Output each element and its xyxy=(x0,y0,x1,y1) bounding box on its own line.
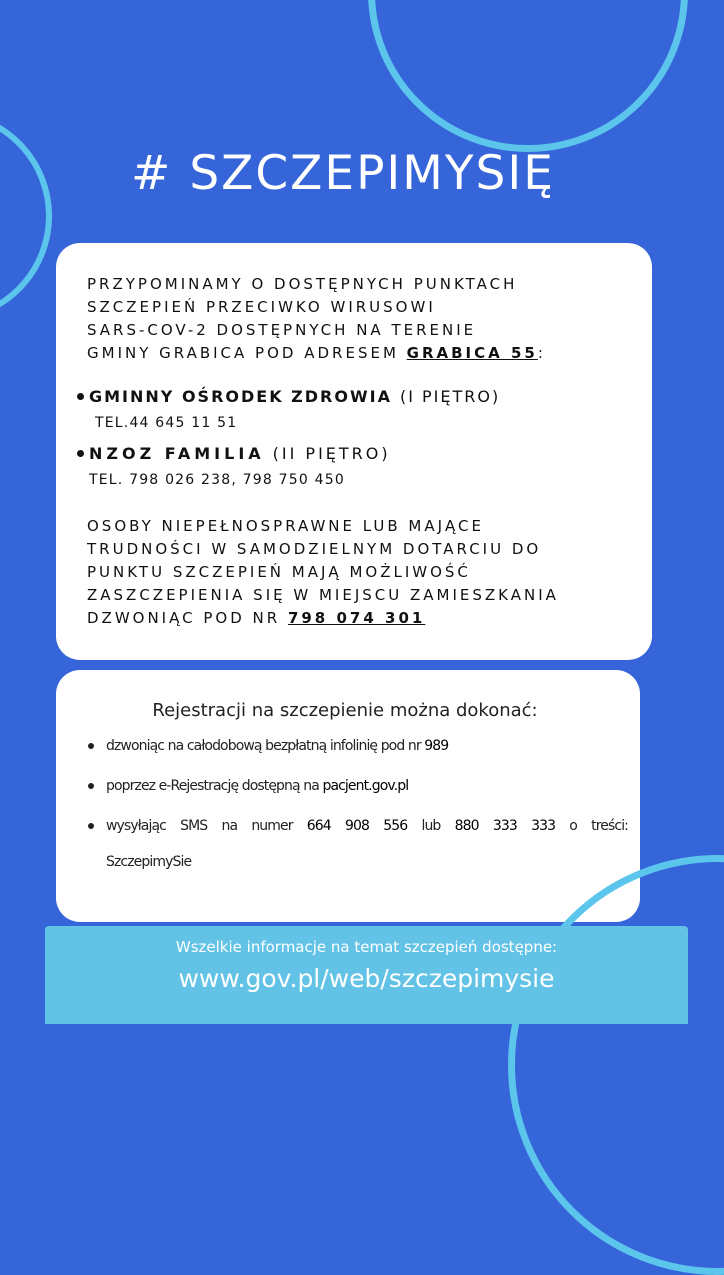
clinic-floor: (I PIĘTRO) xyxy=(399,387,501,406)
intro-text: GMINY GRABICA POD ADRESEM xyxy=(87,344,407,362)
infoline-number: 989 xyxy=(424,738,449,754)
intro-line: PRZYPOMINAMY O DOSTĘPNYCH PUNKTACH xyxy=(87,275,518,293)
item-text: o treści: xyxy=(555,818,629,834)
disabled-line-phone xyxy=(87,607,628,630)
footer-info-text: Wszelkie informacje na temat szczepień dostępne: xyxy=(175,938,558,956)
disabled-text: DZWONIĄC POD NR xyxy=(87,609,288,627)
sms-line xyxy=(106,815,628,837)
intro-line: SZCZEPIEŃ PRZECIWKO WIRUSOWI xyxy=(87,298,436,316)
intro-line: SARS-COV-2 DOSTĘPNYCH NA TERENIE xyxy=(87,321,477,339)
sms-number: 664 908 556 xyxy=(306,818,408,834)
sms-number: 880 333 333 xyxy=(454,818,556,834)
footer-band xyxy=(45,926,688,1024)
info-card xyxy=(56,243,652,660)
registration-card xyxy=(56,670,640,922)
bullet-icon xyxy=(77,450,84,457)
registration-heading: Rejestracji na szczepienie można dokonać: xyxy=(152,700,538,721)
address-text: GRABICA 55 xyxy=(406,344,538,362)
clinic-phone: TEL.44 645 11 51 xyxy=(95,415,238,431)
bullet-icon xyxy=(88,823,94,829)
website-link: pacjent.gov.pl xyxy=(322,778,409,794)
disabled-phone-number: 798 074 301 xyxy=(287,609,426,627)
clinic-item xyxy=(87,387,628,406)
clinic-floor: (II PIĘTRO) xyxy=(272,444,391,463)
bullet-icon xyxy=(88,743,94,749)
clinic-phone: TEL. 798 026 238, 798 750 450 xyxy=(89,472,345,488)
item-text: poprzez e-Rejestrację dostępną na xyxy=(106,778,323,794)
disabled-line: PUNKTU SZCZEPIEŃ MAJĄ MOŻLIWOŚĆ xyxy=(87,563,471,581)
disabled-info xyxy=(87,515,628,630)
item-text: dzwoniąc na całodobową bezpłatną infolinię pod nr xyxy=(106,738,425,754)
sms-keyword: SzczepimySie xyxy=(106,854,192,870)
intro-line-address xyxy=(87,342,628,365)
item-text: lub xyxy=(407,818,455,834)
decorative-circle-left xyxy=(0,110,52,322)
page-title: # SZCZEPIMYSIĘ xyxy=(131,146,555,201)
disabled-line: OSOBY NIEPEŁNOSPRAWNE LUB MAJĄCE xyxy=(87,517,484,535)
registration-list xyxy=(88,735,628,873)
clinic-name: GMINNY OŚRODEK ZDROWIA xyxy=(89,387,392,406)
list-item xyxy=(88,775,628,797)
list-item xyxy=(88,735,628,757)
clinic-item xyxy=(87,444,628,463)
clinic-name: NZOZ FAMILIA xyxy=(89,444,265,463)
item-text: wysyłając SMS na numer xyxy=(106,818,307,834)
disabled-line: TRUDNOŚCI W SAMODZIELNYM DOTARCIU DO xyxy=(87,540,542,558)
list-item xyxy=(88,815,628,873)
footer-link[interactable]: www.gov.pl/web/szczepimysie xyxy=(178,964,555,993)
disabled-line: ZASZCZEPIENIA SIĘ W MIEJSCU ZAMIESZKANIA xyxy=(87,586,559,604)
bullet-icon xyxy=(77,393,84,400)
intro-colon: : xyxy=(537,344,546,362)
decorative-circle-top xyxy=(368,0,688,152)
bullet-icon xyxy=(88,783,94,789)
